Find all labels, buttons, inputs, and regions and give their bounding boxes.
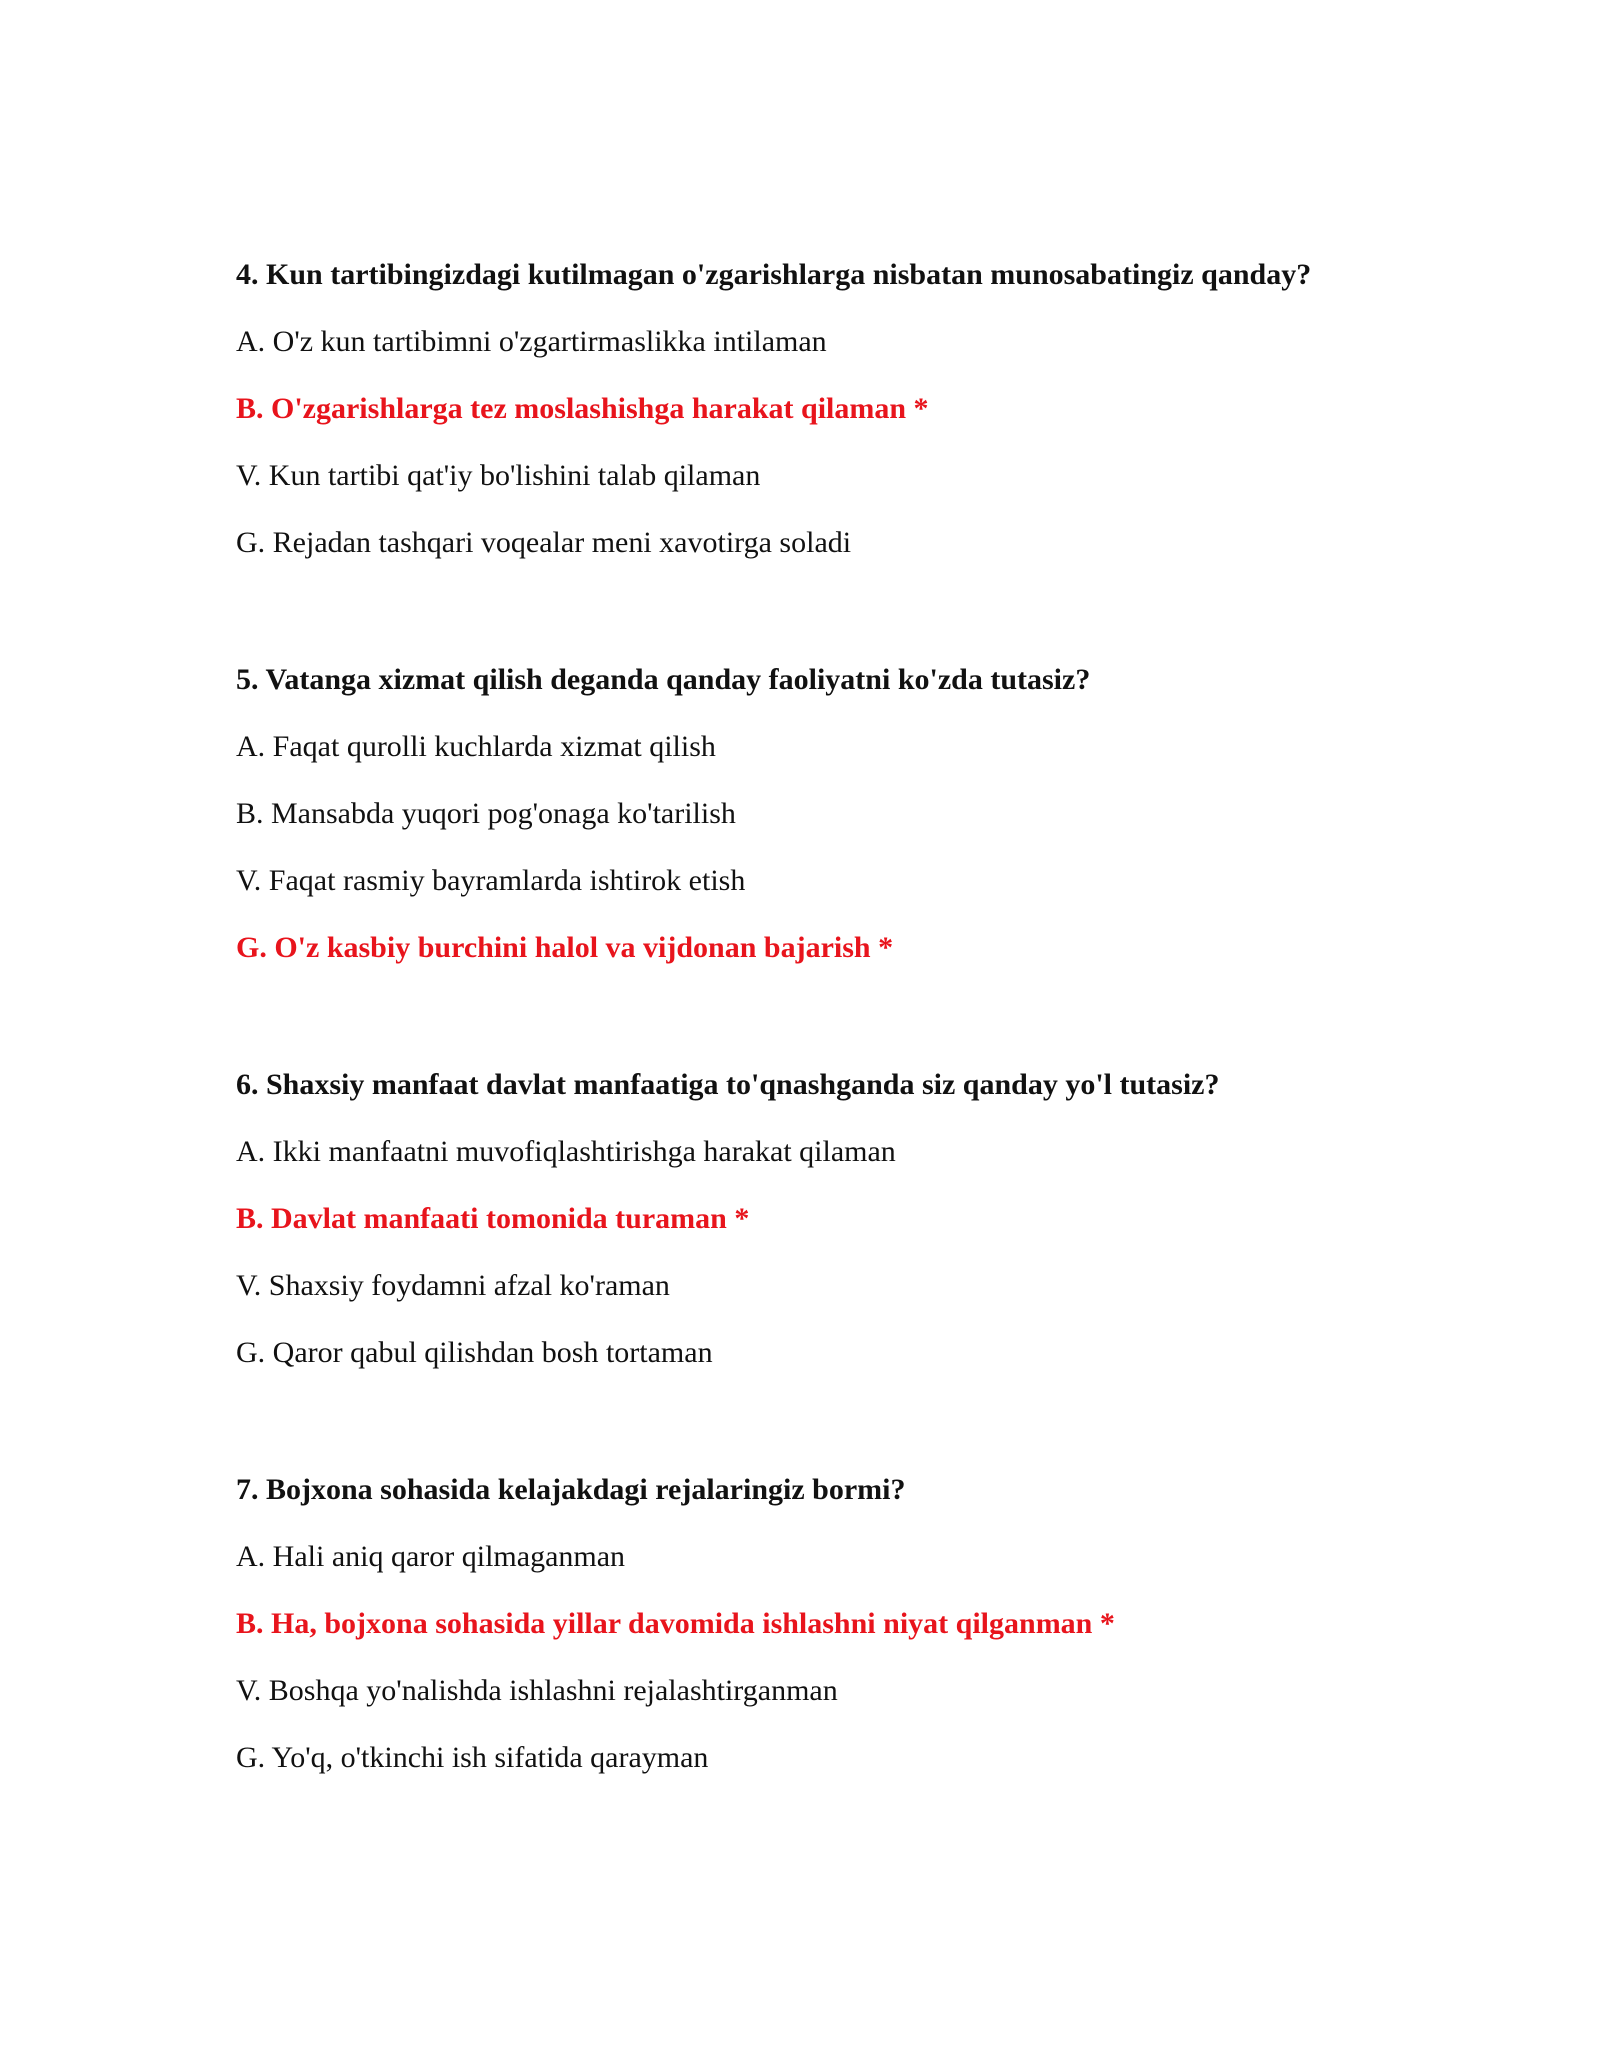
option-b: B. Mansabda yuqori pog'onaga ko'tarilish [236, 797, 736, 830]
question-text: 7. Bojxona sohasida kelajakdagi rejalaringiz bormi? [236, 1473, 906, 1506]
option-g: G. Yo'q, o'tkinchi ish sifatida qarayman [236, 1741, 709, 1774]
question-block-6 [236, 1067, 1456, 1371]
option-v: V. Shaxsiy foydamni afzal ko'raman [236, 1269, 670, 1302]
option-b-correct: B. Davlat manfaati tomonida turaman * [236, 1202, 750, 1235]
option-b-correct: B. Ha, bojxona sohasida yillar davomida ishlashni niyat qilganman * [236, 1607, 1115, 1640]
option-b-correct: B. O'zgarishlarga tez moslashishga harakat qilaman * [236, 392, 929, 425]
option-g-correct: G. O'z kasbiy burchini halol va vijdonan bajarish * [236, 931, 894, 964]
question-block-5 [236, 662, 1456, 966]
option-g: G. Rejadan tashqari voqealar meni xavotirga soladi [236, 526, 852, 559]
option-v: V. Faqat rasmiy bayramlarda ishtirok etish [236, 864, 746, 897]
question-block-4 [236, 257, 1456, 561]
option-v: V. Kun tartibi qat'iy bo'lishini talab qilaman [236, 459, 761, 492]
question-text: 5. Vatanga xizmat qilish deganda qanday faoliyatni ko'zda tutasiz? [236, 663, 1091, 696]
question-block-7 [236, 1472, 1456, 1776]
option-a: A. Ikki manfaatni muvofiqlashtirishga harakat qilaman [236, 1135, 896, 1168]
option-a: A. Hali aniq qaror qilmaganman [236, 1540, 626, 1573]
question-text: 4. Kun tartibingizdagi kutilmagan o'zgarishlarga nisbatan munosabatingiz qanday? [236, 258, 1312, 291]
option-a: A. O'z kun tartibimni o'zgartirmaslikka intilaman [236, 325, 827, 358]
option-a: A. Faqat qurolli kuchlarda xizmat qilish [236, 730, 716, 763]
option-g: G. Qaror qabul qilishdan bosh tortaman [236, 1336, 713, 1369]
option-v: V. Boshqa yo'nalishda ishlashni rejalashtirganman [236, 1674, 838, 1707]
question-text: 6. Shaxsiy manfaat davlat manfaatiga to'qnashganda siz qanday yo'l tutasiz? [236, 1068, 1220, 1101]
